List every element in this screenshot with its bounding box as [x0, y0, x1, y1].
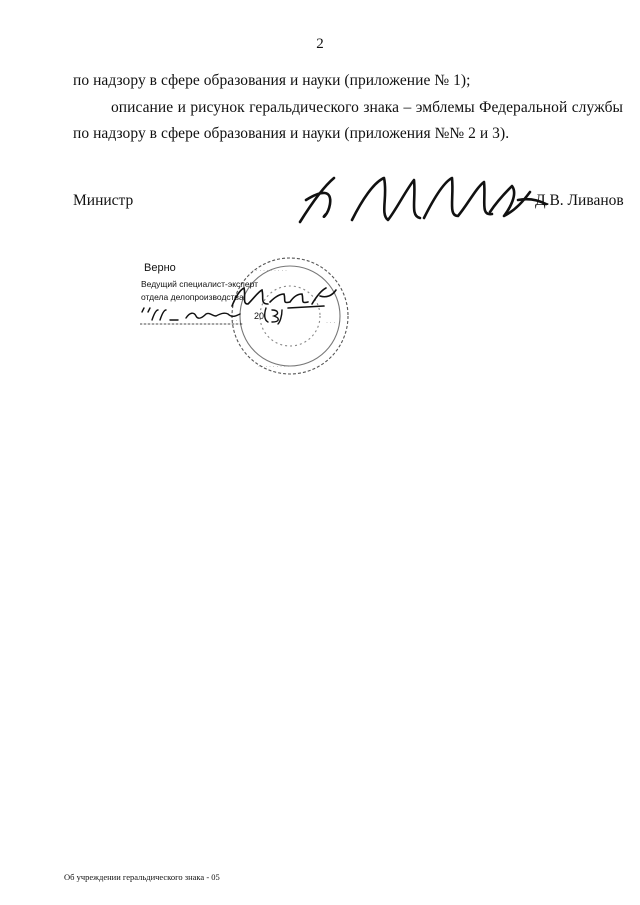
svg-text:· · · · · · · · · ·: · · · · · · · · · · [252, 268, 287, 274]
minister-title: Министр [73, 192, 134, 209]
minister-signature [292, 170, 562, 230]
svg-text:· · · · · · · · ·: · · · · · · · · · [258, 364, 290, 370]
certification-handwritten-date [140, 304, 290, 326]
certification-position-line-2: отдела делопроизводства [141, 292, 244, 302]
minister-name: Д.В. Ливанов [535, 192, 624, 209]
certification-year-prefix: 20 [254, 311, 265, 321]
certification-verno: Верно [144, 262, 176, 274]
document-footer: Об учреждении геральдического знака - 05 [64, 872, 220, 882]
body-line-1: по надзору в сфере образования и науки (приложение № 1); [73, 72, 471, 89]
svg-text:· · ·: · · · [232, 318, 242, 324]
svg-text:· · ·: · · · [326, 320, 336, 326]
body-line-2: описание и рисунок геральдического знака – эмблемы Федеральной службы [111, 99, 623, 116]
certification-position-line-1: Ведущий специалист-эксперт [141, 279, 259, 289]
body-line-3: по надзору в сфере образования и науки (приложения №№ 2 и 3). [73, 125, 510, 142]
page-number: 2 [316, 36, 324, 52]
